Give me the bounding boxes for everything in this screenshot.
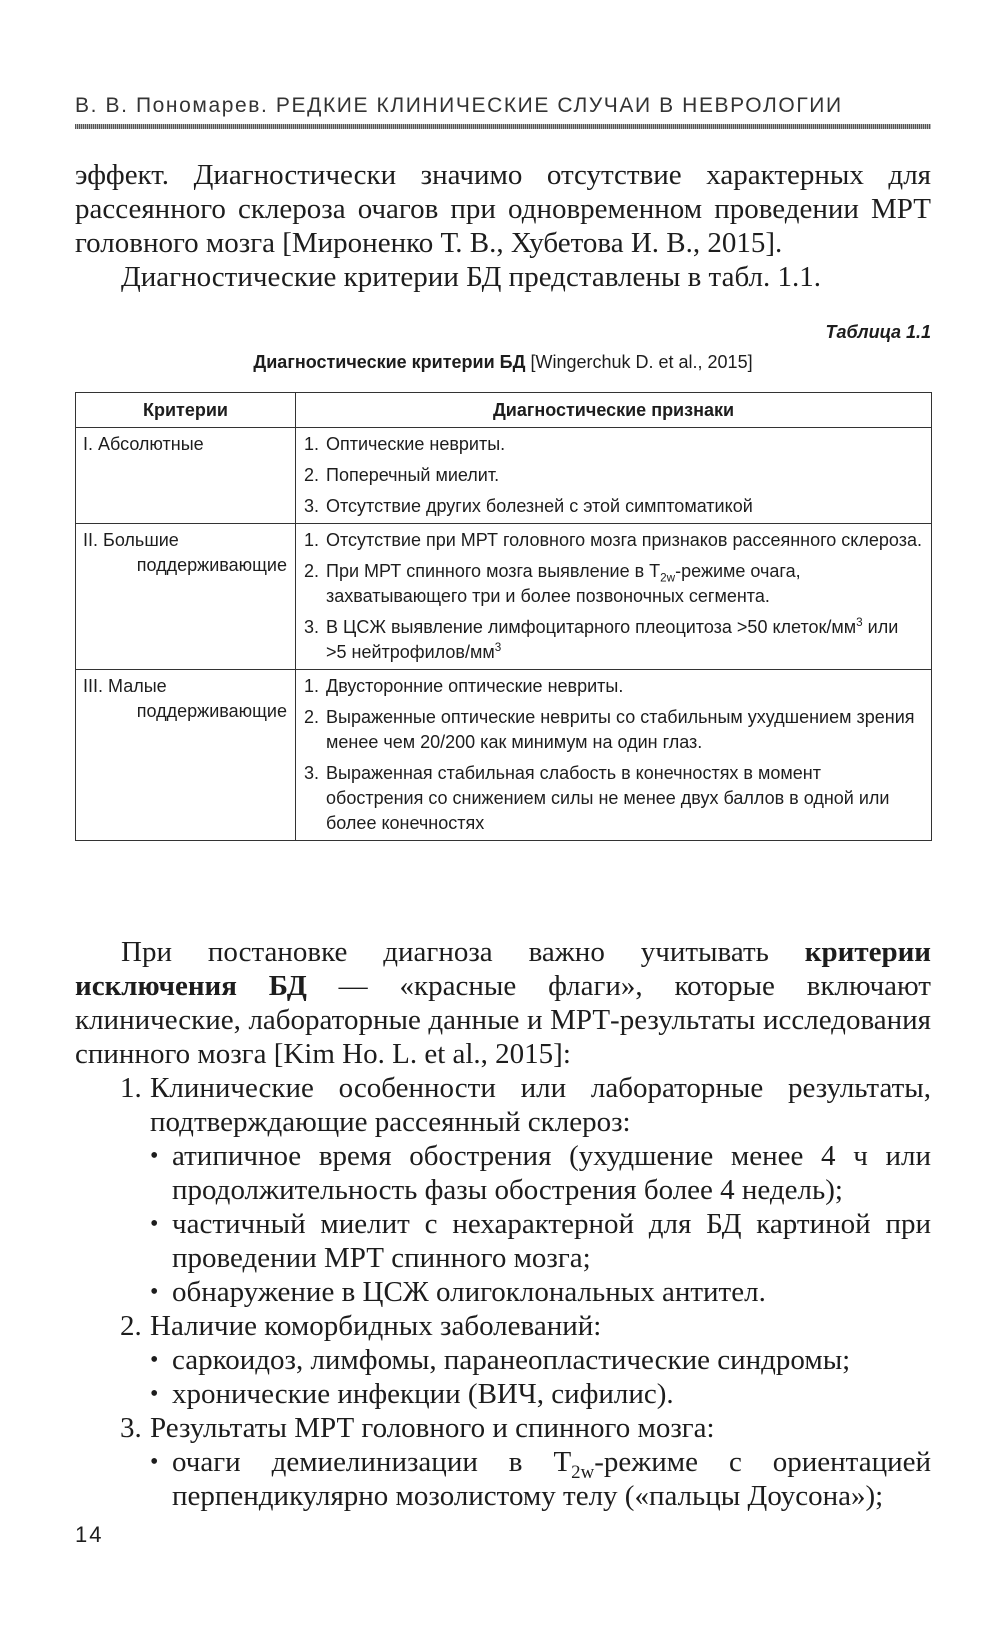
criteria-cell	[76, 670, 296, 841]
table-row	[76, 428, 932, 524]
table-row	[76, 670, 932, 841]
list-item-text: Клинические особенности или лабораторные результаты, подтверждающие рассеянный склероз:	[150, 1072, 931, 1138]
exclusion-paragraph: При постановке диагноза важно учитывать критерии исключения БД — «красные флаги», которые включают клинические, лабораторные данные и МРТ-результаты исследования спинного мозга [Kim Ho. L. et al., 2015]:	[75, 936, 931, 1070]
bullet-item: • хронические инфекции (ВИЧ, сифилис).	[150, 1378, 674, 1410]
list-item-text: Результаты МРТ головного и спинного мозга:	[150, 1412, 715, 1444]
running-header	[75, 94, 930, 118]
sign-item: 1. Отсутствие при МРТ головного мозга признаков рассеянного склероза.	[304, 530, 922, 550]
signs-cell	[296, 428, 932, 524]
criteria-label: II. Большие	[83, 530, 179, 550]
sign-item: 1. Оптические невриты.	[304, 434, 506, 454]
criteria-label-line2: поддерживающие	[136, 701, 287, 721]
sign-item: 2. При МРТ спинного мозга выявление в $T_{2w}$-режиме очага, захватывающего три и более позвоночных сегмента.	[304, 561, 801, 606]
criteria-label: III. Малые	[83, 676, 167, 696]
table-caption	[75, 352, 931, 373]
bullet-list	[150, 1445, 931, 1513]
sign-item: 3. Выраженная стабильная слабость в конечностях в момент обострения со снижением силы не менее двух баллов в одной или более конечностях	[304, 763, 890, 833]
header-title: РЕДКИЕ КЛИНИЧЕСКИЕ СЛУЧАИ В НЕВРОЛОГИИ	[275, 94, 843, 117]
sign-item: 3. В ЦСЖ выявление лимфоцитарного плеоцитоза >50 клеток/$мм^3$ или >5 нейтрофилов/$мм^3$	[304, 616, 899, 662]
exclusion-term: критерии исключения БД	[75, 936, 931, 1002]
table-row	[76, 524, 932, 670]
criteria-label-line2: поддерживающие	[136, 555, 287, 575]
list-item-text: Наличие коморбидных заболеваний:	[150, 1310, 602, 1342]
criteria-label: I. Абсолютные	[83, 434, 204, 454]
bullet-item: • обнаружение в ЦСЖ олигоклональных антител.	[150, 1276, 766, 1308]
bullet-list	[150, 1343, 931, 1411]
criteria-cell	[76, 428, 296, 524]
sign-item: 3. Отсутствие других болезней с этой симптоматикой	[304, 496, 753, 516]
sign-item: 2. Выраженные оптические невриты со стабильным ухудшением зрения менее чем 20/200 как минимум на один глаз.	[304, 707, 915, 752]
signs-cell	[296, 670, 932, 841]
header-rule	[75, 124, 931, 129]
sign-item: 1. Двусторонние оптические невриты.	[304, 676, 624, 696]
bullet-item: • саркоидоз, лимфомы, паранеопластические синдромы;	[150, 1344, 851, 1376]
main-text	[75, 935, 931, 1513]
column-header-signs: Диагностические признаки	[296, 393, 932, 428]
page-number: 14	[75, 1522, 104, 1547]
criteria-cell	[76, 524, 296, 670]
table-caption-ref: [Wingerchuk D. et al., 2015]	[530, 352, 753, 372]
bullet-item: • очаги демиелинизации в $T_{2w}$-режиме с ориентацией перпендикулярно мозолистому телу («пальцы Доусона»);	[150, 1446, 932, 1512]
sign-item: 2. Поперечный миелит.	[304, 465, 500, 485]
intro-paragraph-2: Диагностические критерии БД представлены в табл. 1.1.	[121, 261, 821, 293]
criteria-table	[75, 392, 932, 841]
list-item: 1. Клинические особенности или лабораторные результаты, подтверждающие рассеянный склероз: • атипичное время обострения (ухудшение менее 4 ч или продолжительность фазы обострения более 4 недель); • частичный миелит с нехарактерной для БД картиной при проведении МРТ спинного мозга; • обнаружение в ЦСЖ олигоклональных антител.	[120, 1072, 931, 1308]
exclusion-list	[75, 1071, 931, 1513]
header-author: В. В. Пономарев.	[75, 94, 269, 117]
table-label: Таблица 1.1	[825, 322, 931, 342]
table-header-row	[76, 393, 932, 428]
bullet-item: • частичный миелит с нехарактерной для БД картиной при проведении МРТ спинного мозга;	[150, 1208, 931, 1274]
intro-paragraph-1: эффект. Диагностически значимо отсутствие характерных для рассеянного склероза очагов при одновременном проведении МРТ головного мозга [Мироненко Т. В., Хубетова И. В., 2015].	[75, 159, 931, 259]
table-caption-title: Диагностические критерии БД	[253, 352, 526, 372]
column-header-criteria: Критерии	[76, 393, 296, 428]
bullet-item: • атипичное время обострения (ухудшение менее 4 ч или продолжительность фазы обострения более 4 недель);	[150, 1140, 931, 1206]
bullet-list	[150, 1139, 931, 1309]
signs-cell	[296, 524, 932, 670]
list-item: 3. Результаты МРТ головного и спинного мозга: • очаги демиелинизации в $T_{2w}$-режиме с ориентацией перпендикулярно мозолистому телу («пальцы Доусона»);	[120, 1412, 932, 1512]
list-item: 2. Наличие коморбидных заболеваний: • саркоидоз, лимфомы, паранеопластические синдромы; • хронические инфекции (ВИЧ, сифилис).	[75, 1309, 931, 1411]
